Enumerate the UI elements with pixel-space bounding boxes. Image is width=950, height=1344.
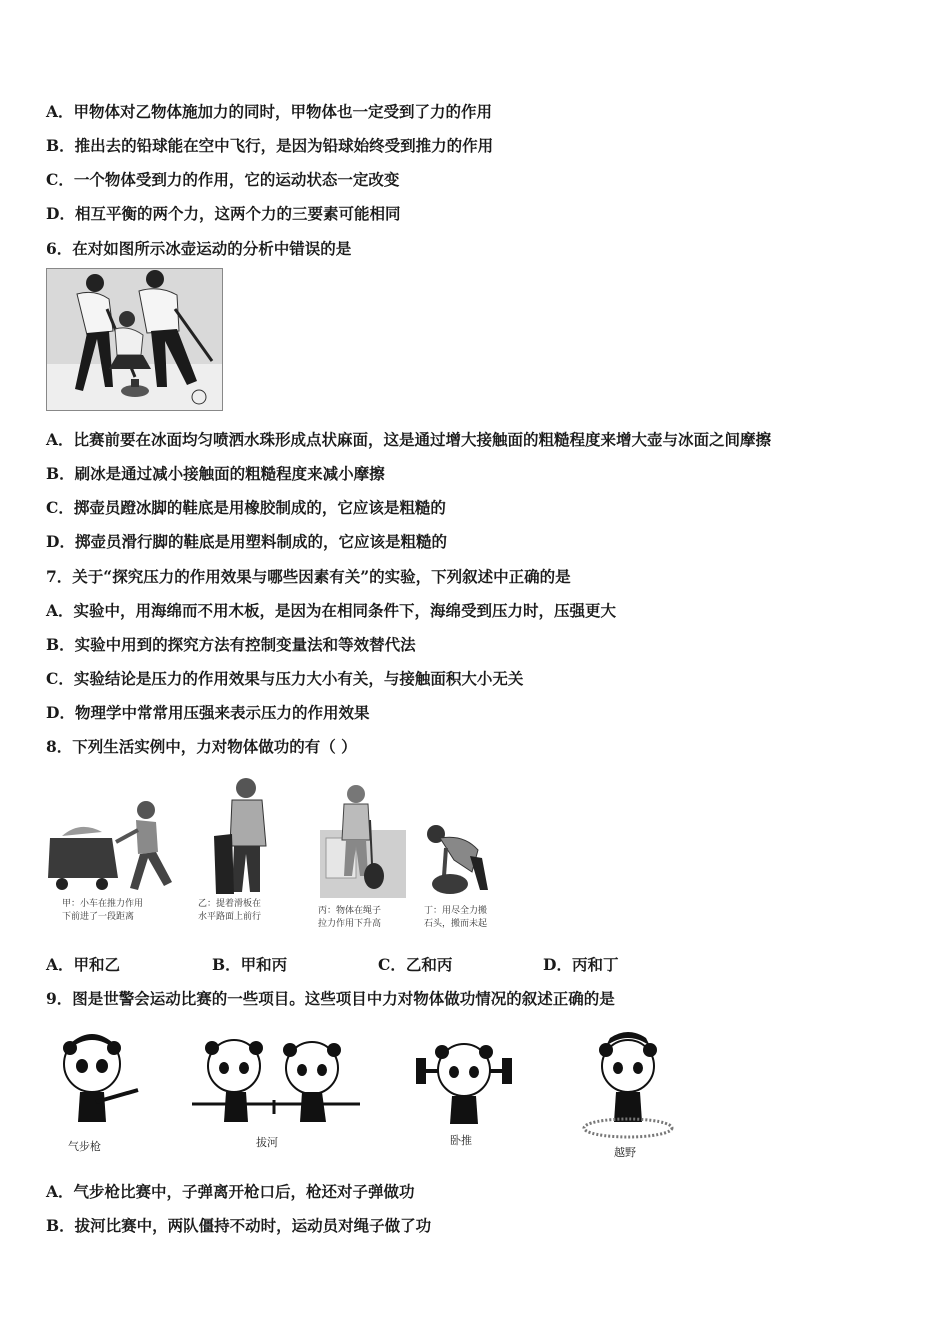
- q8-caption-c-line1: 丙：物体在绳子: [318, 906, 382, 916]
- q9-caption-bench: 卧推: [450, 1134, 472, 1147]
- q6-stem: 6．在对如图所示冰壶运动的分析中错误的是: [46, 239, 352, 258]
- q9-caption-rifle: 气步枪: [68, 1140, 101, 1153]
- q8-option-b: B．甲和丙: [212, 955, 288, 974]
- q6-option-b: B．刷冰是通过减小接触面的粗糙程度来减小摩擦: [46, 464, 385, 483]
- q6-option-a: A．比赛前要在冰面均匀喷洒水珠形成点状麻面，这是通过增大接触面的粗糙程度来增大壶与冰面之间摩擦: [46, 430, 772, 449]
- q8-option-a: A．甲和乙: [46, 955, 121, 974]
- q6-option-c: C．掷壶员蹬冰脚的鞋底是用橡胶制成的，它应该是粗糙的: [46, 498, 446, 517]
- q8-caption-b-line2: 水平路面上前行: [198, 912, 262, 922]
- q9-figure-rifle: [52, 1028, 152, 1132]
- q5-option-c: C．一个物体受到力的作用，它的运动状态一定改变: [46, 170, 400, 189]
- q8-figure-walk: [210, 776, 280, 898]
- q5-option-d: D．相互平衡的两个力，这两个力的三要素可能相同: [46, 204, 401, 223]
- q8-caption-d-line1: 丁：用尽全力搬: [424, 906, 488, 916]
- q7-stem: 7．关于“探究压力的作用效果与哪些因素有关”的实验，下列叙述中正确的是: [46, 567, 571, 586]
- q8-caption-a-line1: 甲：小车在推力作用: [62, 899, 144, 909]
- q7-option-a: A．实验中，用海绵而不用木板，是因为在相同条件下，海绵受到压力时，压强更大: [46, 601, 617, 620]
- q9-figure-cross-country: [580, 1030, 680, 1140]
- q8-option-d: D．丙和丁: [543, 955, 619, 974]
- q8-figure-cart: [46, 792, 186, 902]
- q5-option-a: A．甲物体对乙物体施加力的同时，甲物体也一定受到了力的作用: [46, 102, 493, 121]
- q9-figure-tug-of-war: [190, 1030, 362, 1124]
- q8-option-c: C．乙和丙: [378, 955, 453, 974]
- q7-option-b: B．实验中用到的探究方法有控制变量法和等效替代法: [46, 635, 416, 654]
- q9-option-b: B．拔河比赛中，两队僵持不动时，运动员对绳子做了功: [46, 1216, 432, 1235]
- q8-figure-rope: [318, 780, 408, 898]
- curling-photo: [46, 268, 223, 411]
- q8-caption-b-line1: 乙：提着滑板在: [198, 899, 262, 909]
- q8-stem: 8．下列生活实例中，力对物体做功的有（ ）: [46, 737, 357, 756]
- q6-option-d: D．掷壶员滑行脚的鞋底是用塑料制成的，它应该是粗糙的: [46, 532, 447, 551]
- q9-figure-bench-press: [414, 1030, 514, 1126]
- q9-stem: 9．图是世警会运动比赛的一些项目。这些项目中力对物体做功情况的叙述正确的是: [46, 989, 615, 1008]
- q9-caption-cross-country: 越野: [614, 1146, 636, 1159]
- q5-option-b: B．推出去的铅球能在空中飞行，是因为铅球始终受到推力的作用: [46, 136, 494, 155]
- q7-option-c: C．实验结论是压力的作用效果与压力大小有关，与接触面积大小无关: [46, 669, 524, 688]
- q9-option-a: A．气步枪比赛中，子弹离开枪口后，枪还对子弹做功: [46, 1182, 415, 1201]
- q7-option-d: D．物理学中常常用压强来表示压力的作用效果: [46, 703, 370, 722]
- q8-caption-c-line2: 拉力作用下升高: [318, 919, 382, 929]
- q8-caption-a-line2: 下前进了一段距离: [62, 912, 135, 922]
- q9-caption-tug: 拔河: [256, 1136, 278, 1149]
- q8-figure-stone: [420, 820, 496, 896]
- q8-caption-d-line2: 石头，搬而未起: [424, 919, 488, 929]
